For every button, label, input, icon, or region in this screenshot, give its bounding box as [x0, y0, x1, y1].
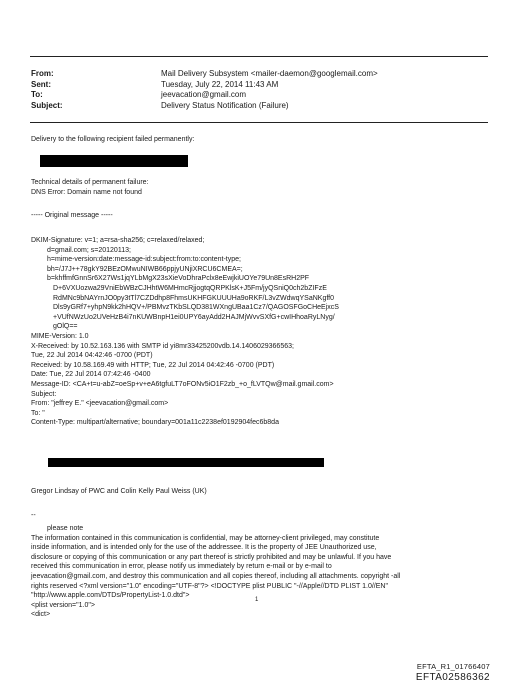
- message-headers: [31, 236, 339, 428]
- from-line: From: "jeffrey E." <jeevacation@gmail.com>: [31, 400, 169, 408]
- from-row: [31, 69, 378, 80]
- confidentiality-line-2: inside information, and is intended only for the use of the addressee. It is the property of JEE Unauthorized use,: [31, 544, 377, 552]
- sent-label: Sent:: [31, 79, 51, 89]
- dict-line: <dict>: [31, 611, 51, 619]
- dns-error-line: DNS Error: Domain name not found: [31, 188, 142, 196]
- signature-separator: --: [31, 512, 36, 519]
- failure-details: [31, 178, 149, 197]
- email-header: [31, 69, 378, 111]
- message-id-line: Message-ID: <CA+t=u-abZ=oeSp+v+eA6tgfuLT7oFONv5iO1F2zb_+o_fLVTQw@mail.gmail.com>: [31, 380, 334, 388]
- dkim-b-line-5: +VUfNWzUo2UVeHzB4i7nKUWBnpH1ei0UPY6ayAdd2HAJMjWvvSXfG+cwIHhoaRyLNyg/: [53, 313, 335, 321]
- confidentiality-line-1: The information contained in this communication is confidential, may be attorney-client privileged, may constitute: [31, 534, 380, 542]
- confidentiality-line-6: rights reserved <?xml version="1.0" encoding="UTF-8"?> <!DOCTYPE plist PUBLIC "-//Apple//DTD PLIST 1.0//EN": [31, 582, 388, 590]
- failure-intro: Delivery to the following recipient failed permanently:: [31, 136, 195, 143]
- tech-details-line: Technical details of permanent failure:: [31, 179, 149, 186]
- dkim-b-line-3: RdMNc9bNAYrnJO0py3tTl7CZDdhp8FhmsUKHFGKUUUHa9oRKF/L3vZWdwqYSaNKgff0: [53, 294, 334, 302]
- page-number: 1: [255, 597, 259, 603]
- to-row: [31, 90, 378, 101]
- content-type-line: Content-Type: multipart/alternative; boundary=001a11c2238ef0192904fec6b8da: [31, 419, 279, 427]
- dkim-h-line: h=mime-version:date:message-id:subject:from:to:content-type;: [47, 256, 241, 264]
- dkim-b-line-4: Dls9yGRf7+yhpN9kk2hHQV+/PBMvzTKbSLQD381WXngUBaa1Cz7/QAGOSFGoCHeEjxcS: [53, 304, 339, 312]
- mime-line: MIME-Version: 1.0: [31, 332, 89, 340]
- x-received-line: X-Received: by 10.52.163.136 with SMTP id yi8mr33425200vdb.14.1406029366563;: [31, 342, 294, 350]
- please-note-line: please note: [47, 525, 84, 532]
- original-message-divider: ----- Original message -----: [31, 212, 113, 219]
- header-top-rule: [30, 56, 488, 57]
- subject-value: Delivery Status Notification (Failure): [161, 100, 289, 110]
- to-line: To: ": [31, 409, 45, 417]
- dkim-bh-line: bh=/J7J++78gkY92BEzOMwuNIWB66ppjyUNjiXRCU6CMEA=;: [47, 265, 243, 273]
- dkim-line: DKIM-Signature: v=1; a=rsa-sha256; c=relaxed/relaxed;: [31, 237, 205, 244]
- dkim-b-line-2: D+6VXUozwa29VniEbWBzCJHhtW6MHmcRjjogtqQRPKlsK+J5Fm/jyQSniQ0ch2bZIFzE: [53, 284, 327, 292]
- dkim-b-line-1: b=khffmfGnnSr6X27Ws1jqYLbMgX23sXieVoDhraPclx8eEwjkiUOYe79Un8EsRH2PF: [47, 275, 310, 283]
- subject-row: [31, 101, 378, 112]
- date-line: Date: Tue, 22 Jul 2014 07:42:46 -0400: [31, 371, 151, 379]
- dkim-d-line: d=gmail.com; s=20120113;: [47, 246, 131, 254]
- plist-line: <plist version="1.0">: [31, 601, 95, 609]
- bates-number-large: EFTA02586362: [415, 672, 490, 683]
- redacted-recipient: [40, 155, 188, 167]
- subject-label: Subject:: [31, 100, 63, 110]
- gregor-line: Gregor Lindsay of PWC and Colin Kelly Paul Weiss (UK): [31, 488, 207, 495]
- bates-number-small: EFTA_R1_01766407: [416, 662, 490, 671]
- confidentiality-line-7: "http://www.apple.com/DTDs/PropertyList-1.0.dtd">: [31, 592, 190, 600]
- subject-line: Subject:: [31, 390, 57, 398]
- sent-value: Tuesday, July 22, 2014 11:43 AM: [161, 79, 279, 89]
- to-value: jeevacation@gmail.com: [161, 90, 247, 99]
- to-label: To:: [31, 90, 43, 99]
- dkim-b-line-6: gOlQ==: [53, 323, 78, 331]
- received-line: Received: by 10.58.169.49 with HTTP; Tue, 22 Jul 2014 04:42:46 -0700 (PDT): [31, 361, 275, 369]
- from-label: From:: [31, 69, 54, 78]
- confidentiality-line-4: received this communication in error, please notify us immediately by return e-mail or by e-mail to: [31, 563, 332, 571]
- sent-row: [31, 80, 378, 91]
- header-bottom-rule: [30, 122, 488, 123]
- confidentiality-line-3: disclosure or copying of this communication or any part thereof is strictly prohibited and may be unlawful. If you have: [31, 553, 392, 561]
- redacted-to-address: [48, 458, 324, 467]
- x-received-date-line: Tue, 22 Jul 2014 04:42:46 -0700 (PDT): [31, 352, 153, 360]
- confidentiality-line-5: jeevacation@gmail.com, and destroy this communication and all copies thereof, including all attachments. copyright -all: [31, 572, 401, 580]
- confidentiality-notice: [31, 524, 400, 620]
- from-value: Mail Delivery Subsystem <mailer-daemon@googlemail.com>: [161, 69, 378, 78]
